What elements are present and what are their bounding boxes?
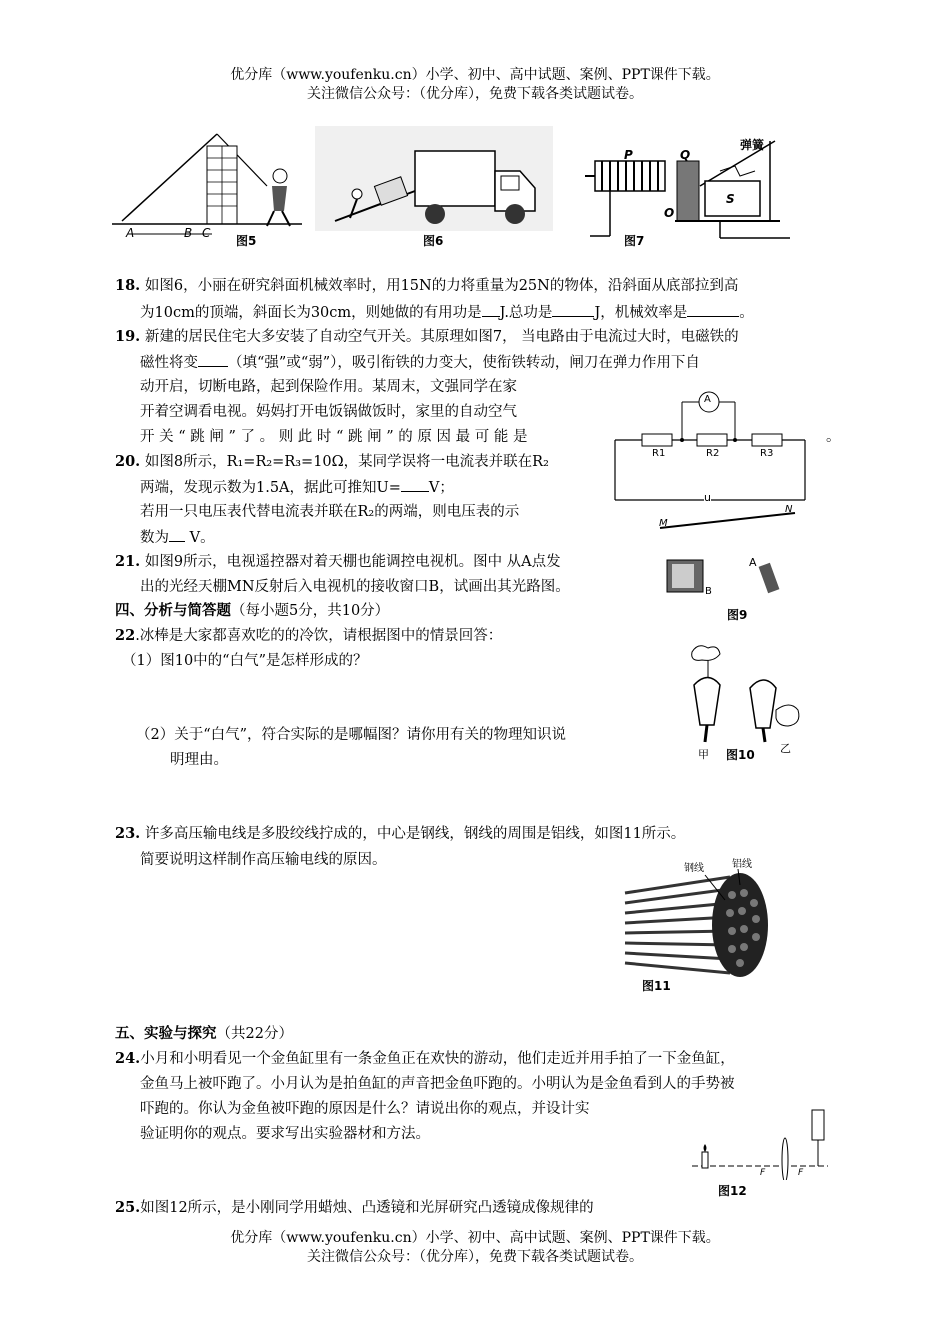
- fig8-label-r3: R3: [760, 448, 774, 459]
- fig11-label-steel: 钢线: [684, 863, 704, 874]
- q20-text-1: 如图8所示，R₁=R₂=R₃=10Ω，某同学误将一电流表并联在R₂: [144, 454, 549, 470]
- fig9-label-a: A: [749, 556, 757, 569]
- page-header-line1: 优分库（www.youfenku.cn）小学、初中、高中试题、案例、PPT课件下载。: [230, 67, 720, 83]
- fig8-label-u: u: [704, 491, 711, 504]
- q25-text-1: 如图12所示，是小刚同学用蜡烛、凸透镜和光屏研究凸透镜成像规律的: [140, 1200, 594, 1216]
- fig5-label-c: C: [202, 226, 211, 240]
- q23-line1: [115, 824, 685, 844]
- q23-text-1: 许多高压输电线是多股绞线拧成的，中心是钢线，钢线的周围是铝线，如图11所示。: [144, 826, 686, 842]
- q21-number: 21.: [115, 553, 141, 570]
- q19-line1: [115, 327, 739, 347]
- q24-line2: 金鱼马上被吓跑了。小月认为是拍鱼缸的声音把金鱼吓跑的。小明认为是金鱼看到人的手势被: [140, 1076, 735, 1092]
- q21-line1: [115, 552, 561, 572]
- fig8-label-ammeter: A: [704, 394, 711, 405]
- fig6-caption: 图6: [423, 234, 444, 248]
- q24-number: 24.: [115, 1050, 141, 1067]
- q20-blank-voltage[interactable]: [401, 477, 429, 492]
- q18-blank-useful-work[interactable]: [482, 302, 500, 317]
- q21-text-1: 如图9所示，电视遥控器对着天棚也能调控电视机。图中 从A点发: [144, 554, 561, 570]
- figure-9: [655, 504, 805, 626]
- fig8-label-r2: R2: [706, 448, 720, 459]
- fig9-label-n: N: [785, 504, 793, 515]
- q19-blank-magnetism[interactable]: [198, 352, 228, 367]
- q20-line4: [140, 527, 215, 548]
- fig8-label-r1: R1: [652, 448, 666, 459]
- page-header-line2: 关注微信公众号：（优分库），免费下载各类试题试卷。: [307, 86, 643, 102]
- q22-line1: [115, 626, 502, 646]
- fig9-caption: 图9: [727, 608, 748, 622]
- q20-text-2a: 两端，发现示数为1.5A，据此可推知U=: [140, 480, 401, 496]
- figure-7: [580, 126, 800, 248]
- q19-number: 19.: [115, 328, 141, 345]
- q21-line2: 出的光经天棚MN反射后入电视机的接收窗口B，试画出其光路图。: [140, 579, 570, 595]
- fig7-label-o: O: [664, 206, 675, 220]
- fig5-label-b: B: [184, 226, 193, 240]
- figure-6-drawing: [315, 126, 553, 248]
- figure-7-drawing: [580, 126, 800, 248]
- section-5-heading: [115, 1024, 293, 1044]
- q18-number: 18.: [115, 277, 141, 294]
- q25-line1: [115, 1198, 594, 1218]
- q18-line1: [115, 276, 738, 296]
- q18-text-2d: 。: [739, 305, 754, 321]
- fig11-label-aluminum: 铝线: [732, 859, 752, 870]
- page-footer-line1: 优分库（www.youfenku.cn）小学、初中、高中试题、案例、PPT课件下载。: [230, 1230, 720, 1246]
- figure-8: [610, 385, 810, 510]
- q20-text-4b: V。: [185, 530, 215, 546]
- fig12-label-f-left: F: [760, 1168, 766, 1178]
- fig7-label-spring: 弹簧: [740, 138, 765, 152]
- figure-10: [680, 640, 815, 765]
- fig7-label-p: P: [624, 148, 633, 162]
- q22-part2-cont: 明理由。: [170, 752, 228, 768]
- q19-text-2a: 磁性将变: [140, 355, 198, 371]
- fig12-caption: 图12: [718, 1184, 747, 1198]
- q19-line3: 动开启，切断电路，起到保险作用。某周末，文强同学在家: [140, 379, 517, 395]
- section-4-title: 四、分析与简答题: [115, 602, 231, 619]
- fig9-label-m: M: [659, 518, 668, 529]
- q18-text-2c: J，机械效率是: [594, 305, 688, 321]
- fig10-caption: 图10: [726, 748, 755, 762]
- q24-line3: 吓跑的。你认为金鱼被吓跑的原因是什么？请说出你的观点，并设计实: [140, 1101, 590, 1117]
- fig5-label-a: A: [126, 226, 135, 240]
- q20-line3: 若用一只电压表代替电流表并联在R₂的两端，则电压表的示: [140, 504, 520, 520]
- q18-text-2a: 为10cm的顶端，斜面长为30cm，则她做的有用功是: [140, 305, 482, 321]
- fig7-caption: 图7: [624, 234, 645, 248]
- q18-text-2b: J.总功是: [499, 305, 553, 321]
- section-5-note: （共22分）: [216, 1026, 293, 1042]
- figure-11: [620, 855, 770, 995]
- figure-5: [112, 126, 302, 248]
- q24-line4: 验证明你的观点。要求写出实验器材和方法。: [140, 1126, 430, 1142]
- q19-text-1: 新建的居民住宅大多安装了自动空气开关。其原理如图7， 当电路由于电流过大时，电磁铁的: [144, 329, 739, 345]
- q18-line2: [140, 302, 754, 323]
- q25-number: 25.: [115, 1199, 141, 1216]
- fig7-label-s: S: [726, 192, 735, 206]
- q22-text-1: .冰棒是大家都喜欢吃的的冷饮，请根据图中的情景回答：: [135, 628, 503, 644]
- fig9-label-b: B: [705, 586, 712, 597]
- q22-part2: （2）关于“白气”，符合实际的是哪幅图？请你用有关的物理知识说: [136, 727, 567, 743]
- fig10-label-yi: 乙: [780, 742, 791, 755]
- q18-blank-total-work[interactable]: [552, 302, 594, 317]
- q20-line2: [140, 477, 454, 498]
- q19-text-2b: （填“强”或“弱”），吸引衔铁的力变大，使衔铁转动，闸刀在弹力作用下自: [228, 355, 700, 371]
- q22-number: 22: [115, 627, 136, 644]
- page-footer-line2: 关注微信公众号：（优分库），免费下载各类试题试卷。: [307, 1249, 643, 1265]
- fig12-label-f-right: F: [798, 1168, 804, 1178]
- q19-line4: 开着空调看电视。妈妈打开电饭锅做饭时，家里的自动空气: [140, 404, 517, 420]
- fig10-label-jia: 甲: [698, 748, 709, 761]
- section-5-title: 五、实验与探究: [115, 1025, 217, 1042]
- q23-number: 23.: [115, 825, 141, 842]
- fig7-label-q: Q: [680, 148, 691, 162]
- q23-line2: 简要说明这样制作高压输电线的原因。: [140, 852, 387, 868]
- q18-text-1: 如图6，小丽在研究斜面机械效率时，用15N的力将重量为25N的物体，沿斜面从底部拉到高: [144, 278, 739, 294]
- figure-11-drawing: [620, 855, 770, 995]
- q20-text-2b: V；: [428, 480, 454, 496]
- q20-number: 20.: [115, 453, 141, 470]
- q24-line1: [115, 1049, 735, 1069]
- q24-text-1: 小月和小明看见一个金鱼缸里有一条金鱼正在欢快的游动，他们走近并用手拍了一下金鱼缸，: [140, 1051, 735, 1067]
- section-4-heading: [115, 601, 389, 621]
- q20-text-4a: 数为: [140, 530, 169, 546]
- section-4-note: （每小题5分，共10分）: [231, 603, 390, 619]
- fig5-caption: 图5: [236, 234, 257, 248]
- q19-line2: [140, 352, 700, 373]
- q20-blank-voltmeter[interactable]: [169, 527, 185, 542]
- q19-line5: 开 关 “ 跳 闸 ” 了 。 则 此 时 “ 跳 闸 ” 的 原 因 最 可 能 是: [140, 429, 528, 445]
- figure-12: [690, 1100, 830, 1200]
- q22-part1: （1）图10中的“白气”是怎样形成的？: [122, 653, 368, 669]
- q19-line5-end: 。: [826, 429, 841, 445]
- q18-blank-efficiency[interactable]: [687, 302, 739, 317]
- fig11-caption: 图11: [642, 979, 671, 993]
- q20-line1: [115, 452, 549, 472]
- figure-6: [315, 126, 553, 248]
